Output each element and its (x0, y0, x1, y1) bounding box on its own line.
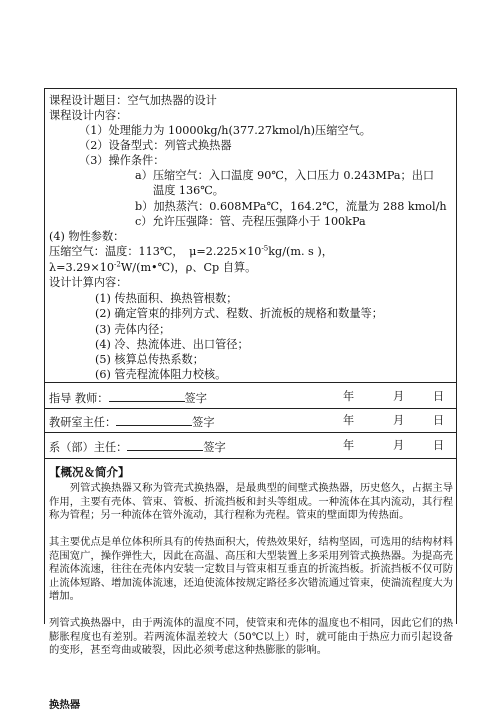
overview-paragraph-3: 列管式换热器中，由于两流体的温度不同，使管束和壳体的温度也不相同，因此它们的热膨胀程度也有差别。若两流体温差较大（50℃以上）时，就可能由于热应力而引起设备的变形，甚至弯曲或破裂，因此必须考虑这种热膨胀的影响。 (49, 617, 453, 657)
props-line-1: 压缩空气：温度：113℃， $\mu=2.225\times 10^{-5}kg/(m$. s )， (49, 244, 333, 258)
date-day: 日 (433, 414, 445, 427)
calc-item-5: (5) 核算总传热系数； (95, 353, 204, 366)
date-year: 年 (343, 439, 355, 452)
calc-item-6: (6) 管壳程流体阻力校核。 (95, 368, 227, 381)
calc-item-4: (4) 冷、热流体进、出口管径； (95, 338, 249, 351)
condition-air-outlet: 温度 136℃。 (153, 184, 224, 197)
content-heading: 课程设计内容： (49, 109, 128, 122)
date-day: 日 (433, 390, 445, 403)
calc-heading: 设计计算内容： (49, 276, 128, 289)
date-month: 月 (393, 390, 405, 403)
date-year: 年 (343, 414, 355, 427)
calc-item-2: (2) 确定管束的排列方式、程数、折流板的规格和数量等； (95, 307, 383, 320)
props-line-2: $\lambda=3.29\times 10^{-2}W/(m•℃)$，ρ、Cp 自算。 (49, 260, 257, 274)
item-operating-conditions: （3）操作条件： (79, 154, 165, 167)
calc-item-1: (1) 传热面积、换热管根数； (95, 292, 238, 305)
date-month: 月 (393, 414, 405, 427)
date-year: 年 (343, 390, 355, 403)
divider (45, 432, 456, 433)
item-device-type: （2）设备型式：列管式换热器 (79, 139, 232, 152)
condition-steam: b）加热蒸汽：0.608MPa℃，164.2℃，流量为 288 kmol/h (135, 200, 447, 213)
overview-paragraph-2: 其主要优点是单位体积所具有的传热面积大，传热效果好，结构坚固，可选用的结构材料范围宽广，操作弹性大，因此在高温、高压和大型装置上多采用列管式换热器。为提高壳程流体流速，往往在壳体内安装一定数目与管束相互垂直的折流挡板。折流挡板不仅可防止流体短路、增加流体流速，还迫使流体按规定路径多次错流通过管束，使湍流程度大为增加。 (49, 536, 453, 603)
date-month: 月 (393, 439, 405, 452)
divider (45, 408, 456, 409)
form-table (44, 88, 457, 711)
divider (45, 458, 456, 459)
item-capacity: （1）处理能力为 10000kg/h(377.27kmol/h)压缩空气。 (79, 124, 371, 137)
overview-heading: 【概况＆简介】 (49, 465, 130, 479)
date-day: 日 (433, 439, 445, 452)
divider (45, 382, 456, 383)
props-heading: (4) 物性参数： (49, 230, 125, 243)
overview-paragraph-1: 列管式换热器又称为管壳式换热器，是最典型的间壁式换热器，历史悠久，占据主导作用，主要有壳体、管束、管板、折流挡板和封头等组成。一种流体在其内流动，其行程称为管程；另一种流体在管外流动，其行程称为壳程。管束的壁面即为传热面。 (49, 482, 453, 522)
signature-row-advisor: 指导 教师： 签字 (49, 392, 207, 405)
signature-row-department: 系（部）主任： 签字 (49, 441, 226, 454)
condition-air: a）压缩空气：入口温度 90℃，入口压力 0.243MPa；出口 (135, 169, 435, 182)
signature-row-section: 教研室主任： 签字 (49, 416, 215, 429)
design-title: 课程设计题目：空气加热器的设计 (49, 94, 217, 107)
condition-pressure-drop: c）允许压强降：管、壳程压强降小于 100kPa (135, 215, 366, 228)
subsection-heading: 换热器 (49, 699, 81, 711)
calc-item-3: (3) 壳体内径； (95, 323, 171, 336)
